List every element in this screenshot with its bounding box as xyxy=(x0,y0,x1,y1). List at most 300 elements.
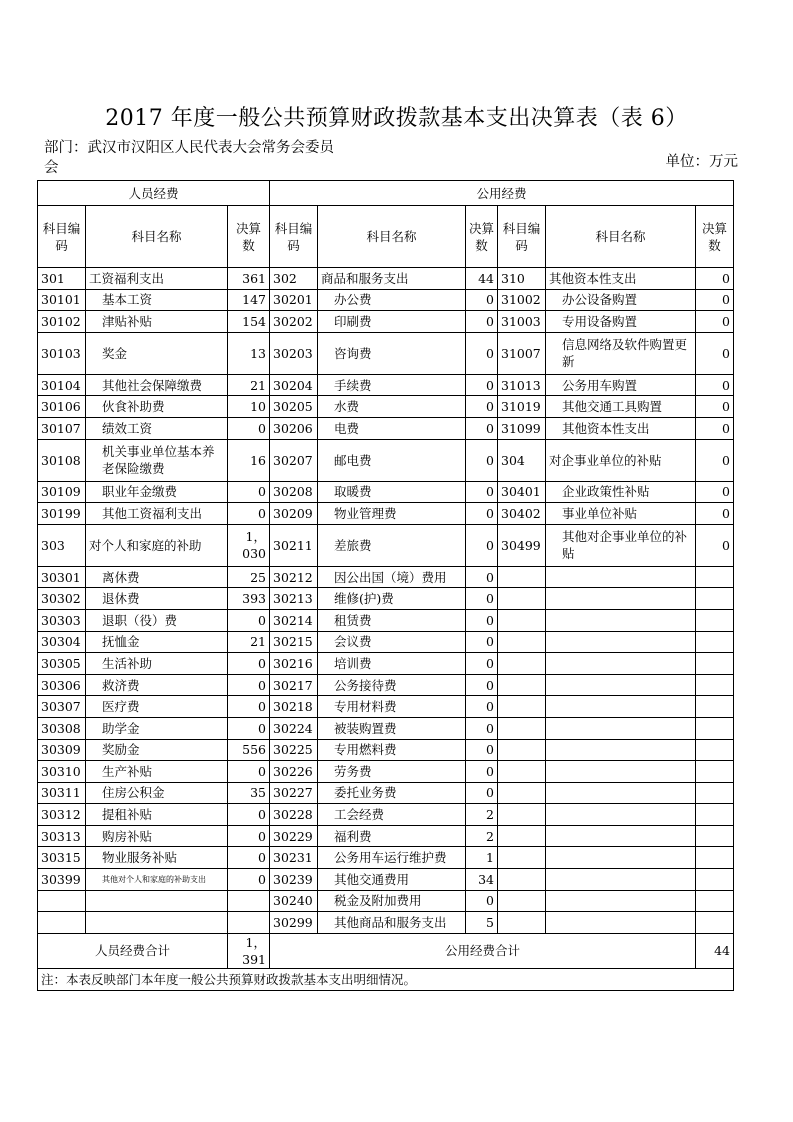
personnel-code: 30199 xyxy=(38,503,86,525)
capital-amount: 0 xyxy=(696,289,734,311)
personnel-code: 30104 xyxy=(38,374,86,396)
capital-name xyxy=(546,761,696,783)
personnel-code: 30309 xyxy=(38,739,86,761)
capital-name xyxy=(546,869,696,891)
table-row xyxy=(38,311,734,333)
public-code: 30228 xyxy=(270,804,318,826)
capital-amount xyxy=(696,912,734,934)
personnel-name: 工资福利支出 xyxy=(86,268,228,290)
capital-name: 专用设备购置 xyxy=(546,311,696,333)
capital-name xyxy=(546,739,696,761)
capital-name xyxy=(546,782,696,804)
capital-code xyxy=(498,869,546,891)
capital-code xyxy=(498,674,546,696)
header-amount: 决算数 xyxy=(696,206,734,268)
personnel-amount: 0 xyxy=(228,717,270,739)
personnel-name: 对个人和家庭的补助 xyxy=(86,524,228,566)
personnel-amount: 154 xyxy=(228,311,270,333)
personnel-amount: 16 xyxy=(228,439,270,481)
capital-amount xyxy=(696,782,734,804)
capital-name xyxy=(546,566,696,588)
public-amount: 0 xyxy=(466,588,498,610)
public-code: 30218 xyxy=(270,696,318,718)
public-amount: 0 xyxy=(466,653,498,675)
personnel-amount xyxy=(228,890,270,912)
public-total-value: 44 xyxy=(696,933,734,968)
personnel-code: 30107 xyxy=(38,417,86,439)
personnel-total-value: 1，391 xyxy=(228,933,270,968)
public-amount: 0 xyxy=(466,524,498,566)
public-amount: 0 xyxy=(466,332,498,374)
header-amount: 决算数 xyxy=(466,206,498,268)
personnel-name: 医疗费 xyxy=(86,696,228,718)
personnel-code: 30306 xyxy=(38,674,86,696)
capital-name xyxy=(546,717,696,739)
personnel-code: 30312 xyxy=(38,804,86,826)
personnel-name: 其他社会保障缴费 xyxy=(86,374,228,396)
capital-amount: 0 xyxy=(696,332,734,374)
personnel-code: 30315 xyxy=(38,847,86,869)
public-name: 差旅费 xyxy=(318,524,466,566)
personnel-name xyxy=(86,890,228,912)
capital-code xyxy=(498,912,546,934)
personnel-code: 30311 xyxy=(38,782,86,804)
public-code: 30207 xyxy=(270,439,318,481)
capital-name xyxy=(546,674,696,696)
capital-name: 对企事业单位的补贴 xyxy=(546,439,696,481)
unit-label: 单位：万元 xyxy=(665,154,738,170)
capital-code: 31002 xyxy=(498,289,546,311)
capital-amount: 0 xyxy=(696,374,734,396)
capital-amount: 0 xyxy=(696,396,734,418)
public-name: 其他交通费用 xyxy=(318,869,466,891)
table-row xyxy=(38,503,734,525)
table-row xyxy=(38,332,734,374)
personnel-amount xyxy=(228,912,270,934)
table-row xyxy=(38,739,734,761)
capital-code xyxy=(498,717,546,739)
personnel-amount: 0 xyxy=(228,847,270,869)
public-code: 30299 xyxy=(270,912,318,934)
table-row xyxy=(38,631,734,653)
personnel-code: 30302 xyxy=(38,588,86,610)
personnel-amount: 0 xyxy=(228,481,270,503)
capital-name: 其他资本性支出 xyxy=(546,417,696,439)
capital-name xyxy=(546,631,696,653)
personnel-amount: 0 xyxy=(228,761,270,783)
capital-code: 31003 xyxy=(498,311,546,333)
public-name: 维修(护)费 xyxy=(318,588,466,610)
table-row xyxy=(38,524,734,566)
personnel-code: 30303 xyxy=(38,609,86,631)
personnel-amount: 0 xyxy=(228,417,270,439)
public-name: 印刷费 xyxy=(318,311,466,333)
public-amount: 0 xyxy=(466,439,498,481)
capital-amount xyxy=(696,653,734,675)
personnel-name: 绩效工资 xyxy=(86,417,228,439)
capital-amount xyxy=(696,674,734,696)
public-name: 邮电费 xyxy=(318,439,466,481)
capital-code: 31007 xyxy=(498,332,546,374)
capital-amount xyxy=(696,804,734,826)
capital-name: 信息网络及软件购置更新 xyxy=(546,332,696,374)
public-name: 其他商品和服务支出 xyxy=(318,912,466,934)
capital-code xyxy=(498,804,546,826)
public-code: 30205 xyxy=(270,396,318,418)
capital-amount xyxy=(696,696,734,718)
capital-name xyxy=(546,890,696,912)
personnel-name: 物业服务补贴 xyxy=(86,847,228,869)
capital-code xyxy=(498,782,546,804)
public-code: 30206 xyxy=(270,417,318,439)
capital-name xyxy=(546,609,696,631)
public-amount: 0 xyxy=(466,609,498,631)
personnel-code: 30103 xyxy=(38,332,86,374)
capital-name xyxy=(546,696,696,718)
personnel-name: 抚恤金 xyxy=(86,631,228,653)
table-row xyxy=(38,481,734,503)
capital-name xyxy=(546,847,696,869)
public-name: 因公出国（境）费用 xyxy=(318,566,466,588)
capital-code: 31019 xyxy=(498,396,546,418)
public-code: 30202 xyxy=(270,311,318,333)
capital-amount xyxy=(696,847,734,869)
public-name: 工会经费 xyxy=(318,804,466,826)
public-code: 30215 xyxy=(270,631,318,653)
public-name: 会议费 xyxy=(318,631,466,653)
personnel-total-label: 人员经费合计 xyxy=(38,933,228,968)
personnel-name xyxy=(86,912,228,934)
public-amount: 0 xyxy=(466,717,498,739)
public-name: 商品和服务支出 xyxy=(318,268,466,290)
capital-name xyxy=(546,653,696,675)
public-name: 水费 xyxy=(318,396,466,418)
personnel-amount: 0 xyxy=(228,674,270,696)
capital-name xyxy=(546,912,696,934)
personnel-amount: 35 xyxy=(228,782,270,804)
capital-amount: 0 xyxy=(696,439,734,481)
capital-amount: 0 xyxy=(696,481,734,503)
public-code: 30224 xyxy=(270,717,318,739)
public-amount: 44 xyxy=(466,268,498,290)
personnel-amount: 361 xyxy=(228,268,270,290)
personnel-code: 30109 xyxy=(38,481,86,503)
header-name: 科目名称 xyxy=(86,206,228,268)
personnel-amount: 0 xyxy=(228,869,270,891)
public-code: 30214 xyxy=(270,609,318,631)
personnel-amount: 0 xyxy=(228,804,270,826)
expenditure-table xyxy=(37,180,734,991)
capital-name: 办公设备购置 xyxy=(546,289,696,311)
table-row xyxy=(38,674,734,696)
capital-code xyxy=(498,588,546,610)
public-name: 物业管理费 xyxy=(318,503,466,525)
header-code: 科目编码 xyxy=(498,206,546,268)
capital-name: 其他对企事业单位的补贴 xyxy=(546,524,696,566)
capital-amount xyxy=(696,825,734,847)
table-row xyxy=(38,374,734,396)
table-row xyxy=(38,439,734,481)
table-row xyxy=(38,268,734,290)
personnel-code: 30313 xyxy=(38,825,86,847)
capital-code: 31099 xyxy=(498,417,546,439)
capital-code: 30402 xyxy=(498,503,546,525)
personnel-code: 303 xyxy=(38,524,86,566)
personnel-amount: 10 xyxy=(228,396,270,418)
public-code: 30216 xyxy=(270,653,318,675)
personnel-code: 30101 xyxy=(38,289,86,311)
personnel-name: 退职（役）费 xyxy=(86,609,228,631)
public-amount: 0 xyxy=(466,481,498,503)
capital-amount: 0 xyxy=(696,268,734,290)
public-amount: 0 xyxy=(466,674,498,696)
personnel-name: 生活补助 xyxy=(86,653,228,675)
public-amount: 2 xyxy=(466,825,498,847)
personnel-amount: 21 xyxy=(228,374,270,396)
personnel-name: 退休费 xyxy=(86,588,228,610)
public-code: 30227 xyxy=(270,782,318,804)
table-row xyxy=(38,396,734,418)
capital-amount xyxy=(696,739,734,761)
public-name: 电费 xyxy=(318,417,466,439)
capital-code: 310 xyxy=(498,268,546,290)
personnel-name: 生产补贴 xyxy=(86,761,228,783)
capital-code xyxy=(498,566,546,588)
public-code: 30201 xyxy=(270,289,318,311)
public-name: 委托业务费 xyxy=(318,782,466,804)
public-amount: 0 xyxy=(466,503,498,525)
personnel-amount: 0 xyxy=(228,503,270,525)
personnel-amount: 21 xyxy=(228,631,270,653)
personnel-code: 30308 xyxy=(38,717,86,739)
personnel-amount: 393 xyxy=(228,588,270,610)
capital-amount xyxy=(696,890,734,912)
capital-code xyxy=(498,825,546,847)
personnel-amount: 0 xyxy=(228,653,270,675)
header-name: 科目名称 xyxy=(318,206,466,268)
public-name: 专用材料费 xyxy=(318,696,466,718)
department-label: 部门：武汉市汉阳区人民代表大会常务会委员会 xyxy=(44,140,334,176)
capital-code xyxy=(498,653,546,675)
personnel-name: 伙食补助费 xyxy=(86,396,228,418)
public-code: 30226 xyxy=(270,761,318,783)
table-row xyxy=(38,782,734,804)
public-amount: 5 xyxy=(466,912,498,934)
public-header: 公用经费 xyxy=(270,181,734,206)
public-amount: 0 xyxy=(466,396,498,418)
personnel-name: 购房补贴 xyxy=(86,825,228,847)
capital-code: 31013 xyxy=(498,374,546,396)
capital-code xyxy=(498,609,546,631)
public-name: 办公费 xyxy=(318,289,466,311)
header-code: 科目编码 xyxy=(38,206,86,268)
personnel-name: 离休费 xyxy=(86,566,228,588)
personnel-name: 职业年金缴费 xyxy=(86,481,228,503)
personnel-name: 津贴补贴 xyxy=(86,311,228,333)
capital-name xyxy=(546,804,696,826)
public-code: 30231 xyxy=(270,847,318,869)
capital-amount: 0 xyxy=(696,311,734,333)
capital-code xyxy=(498,739,546,761)
table-row xyxy=(38,696,734,718)
public-name: 劳务费 xyxy=(318,761,466,783)
personnel-name: 奖励金 xyxy=(86,739,228,761)
personnel-code: 30304 xyxy=(38,631,86,653)
capital-code xyxy=(498,847,546,869)
capital-amount xyxy=(696,869,734,891)
table-row xyxy=(38,566,734,588)
capital-amount xyxy=(696,717,734,739)
public-amount: 0 xyxy=(466,289,498,311)
personnel-code: 30307 xyxy=(38,696,86,718)
capital-amount: 0 xyxy=(696,524,734,566)
public-name: 租赁费 xyxy=(318,609,466,631)
header-amount: 决算数 xyxy=(228,206,270,268)
personnel-code: 301 xyxy=(38,268,86,290)
public-name: 公务接待费 xyxy=(318,674,466,696)
table-row xyxy=(38,717,734,739)
public-code: 30229 xyxy=(270,825,318,847)
public-amount: 0 xyxy=(466,631,498,653)
public-amount: 0 xyxy=(466,417,498,439)
personnel-code: 30102 xyxy=(38,311,86,333)
personnel-name: 住房公积金 xyxy=(86,782,228,804)
public-amount: 0 xyxy=(466,566,498,588)
public-code: 30239 xyxy=(270,869,318,891)
capital-name: 企业政策性补贴 xyxy=(546,481,696,503)
personnel-amount: 0 xyxy=(228,609,270,631)
public-code: 30225 xyxy=(270,739,318,761)
public-name: 手续费 xyxy=(318,374,466,396)
capital-amount xyxy=(696,566,734,588)
personnel-name: 其他对个人和家庭的补助支出 xyxy=(86,869,228,891)
capital-name xyxy=(546,825,696,847)
capital-name: 公务用车购置 xyxy=(546,374,696,396)
public-name: 公务用车运行维护费 xyxy=(318,847,466,869)
public-name: 取暖费 xyxy=(318,481,466,503)
public-code: 30213 xyxy=(270,588,318,610)
public-amount: 0 xyxy=(466,374,498,396)
public-code: 30204 xyxy=(270,374,318,396)
public-amount: 0 xyxy=(466,739,498,761)
capital-name xyxy=(546,588,696,610)
personnel-code: 30106 xyxy=(38,396,86,418)
table-row xyxy=(38,417,734,439)
public-code: 30209 xyxy=(270,503,318,525)
personnel-amount: 556 xyxy=(228,739,270,761)
table-row xyxy=(38,912,734,934)
personnel-code: 30399 xyxy=(38,869,86,891)
capital-code xyxy=(498,890,546,912)
personnel-amount: 25 xyxy=(228,566,270,588)
personnel-amount: 0 xyxy=(228,696,270,718)
capital-code: 30499 xyxy=(498,524,546,566)
table-row xyxy=(38,869,734,891)
table-row xyxy=(38,804,734,826)
capital-amount: 0 xyxy=(696,417,734,439)
personnel-code: 30108 xyxy=(38,439,86,481)
capital-code xyxy=(498,761,546,783)
personnel-code: 30305 xyxy=(38,653,86,675)
personnel-code xyxy=(38,890,86,912)
public-amount: 0 xyxy=(466,761,498,783)
table-row xyxy=(38,825,734,847)
public-amount: 0 xyxy=(466,782,498,804)
public-total-label: 公用经费合计 xyxy=(270,933,696,968)
personnel-code: 30301 xyxy=(38,566,86,588)
table-row xyxy=(38,761,734,783)
public-name: 税金及附加费用 xyxy=(318,890,466,912)
public-amount: 0 xyxy=(466,696,498,718)
personnel-name: 提租补贴 xyxy=(86,804,228,826)
public-amount: 1 xyxy=(466,847,498,869)
table-row xyxy=(38,847,734,869)
capital-amount xyxy=(696,761,734,783)
personnel-name: 其他工资福利支出 xyxy=(86,503,228,525)
public-name: 专用燃料费 xyxy=(318,739,466,761)
table-row xyxy=(38,588,734,610)
personnel-name: 救济费 xyxy=(86,674,228,696)
personnel-name: 助学金 xyxy=(86,717,228,739)
public-amount: 0 xyxy=(466,311,498,333)
public-code: 30211 xyxy=(270,524,318,566)
public-name: 培训费 xyxy=(318,653,466,675)
capital-name: 其他交通工具购置 xyxy=(546,396,696,418)
public-amount: 34 xyxy=(466,869,498,891)
capital-amount xyxy=(696,588,734,610)
personnel-amount: 1，030 xyxy=(228,524,270,566)
capital-name: 事业单位补贴 xyxy=(546,503,696,525)
header-name: 科目名称 xyxy=(546,206,696,268)
public-name: 被装购置费 xyxy=(318,717,466,739)
personnel-name: 奖金 xyxy=(86,332,228,374)
capital-amount: 0 xyxy=(696,503,734,525)
header-code: 科目编码 xyxy=(270,206,318,268)
public-name: 福利费 xyxy=(318,825,466,847)
public-code: 30212 xyxy=(270,566,318,588)
public-name: 咨询费 xyxy=(318,332,466,374)
table-row xyxy=(38,289,734,311)
table-row xyxy=(38,890,734,912)
page-title: 2017 年度一般公共预算财政拨款基本支出决算表（表 6） xyxy=(105,106,688,131)
table-row xyxy=(38,609,734,631)
personnel-header: 人员经费 xyxy=(38,181,270,206)
personnel-code: 30310 xyxy=(38,761,86,783)
personnel-amount: 147 xyxy=(228,289,270,311)
public-code: 302 xyxy=(270,268,318,290)
table-row xyxy=(38,653,734,675)
personnel-amount: 0 xyxy=(228,825,270,847)
public-code: 30208 xyxy=(270,481,318,503)
personnel-name: 机关事业单位基本养老保险缴费 xyxy=(86,439,228,481)
public-amount: 2 xyxy=(466,804,498,826)
public-amount: 0 xyxy=(466,890,498,912)
public-code: 30203 xyxy=(270,332,318,374)
personnel-amount: 13 xyxy=(228,332,270,374)
table-note: 注：本表反映部门本年度一般公共预算财政拨款基本支出明细情况。 xyxy=(38,968,734,990)
public-code: 30240 xyxy=(270,890,318,912)
capital-code: 304 xyxy=(498,439,546,481)
public-code: 30217 xyxy=(270,674,318,696)
capital-name: 其他资本性支出 xyxy=(546,268,696,290)
capital-amount xyxy=(696,631,734,653)
capital-code: 30401 xyxy=(498,481,546,503)
capital-code xyxy=(498,696,546,718)
capital-amount xyxy=(696,609,734,631)
personnel-code xyxy=(38,912,86,934)
personnel-name: 基本工资 xyxy=(86,289,228,311)
capital-code xyxy=(498,631,546,653)
